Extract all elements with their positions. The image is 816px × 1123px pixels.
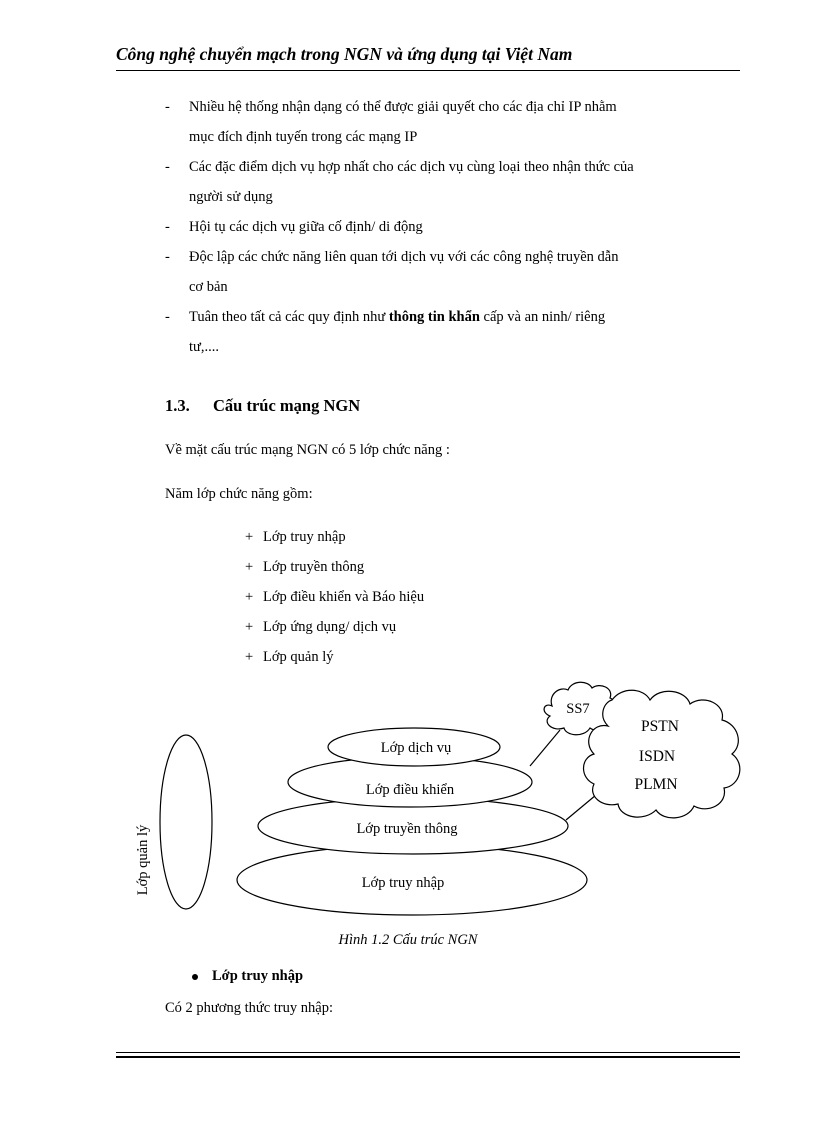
pstn-label: PSTN [641, 718, 679, 735]
plus-marker: + [245, 559, 254, 575]
dash-marker: - [165, 99, 170, 115]
layer-label: Lớp truy nhập [263, 529, 346, 545]
plus-marker: + [245, 619, 254, 635]
access-heading [192, 968, 303, 985]
dash-marker: - [165, 249, 170, 265]
plmn-label: PLMN [634, 776, 678, 793]
layer-label: Lớp ứng dụng/ dịch vụ [263, 619, 397, 635]
ss7-connector-line [530, 730, 560, 766]
dash-marker: - [165, 309, 170, 325]
bullet-text: Hội tụ các dịch vụ giữa cố định/ di động [189, 219, 423, 235]
bullet-bold-text: thông tin khẩn [388, 309, 480, 325]
figure-caption: Hình 1.2 Cấu trúc NGN [338, 932, 478, 948]
bullet-text: Tuân theo tất cả các quy định như [189, 309, 389, 325]
layer-label: Lớp điều khiển và Báo hiệu [263, 589, 425, 605]
dash-marker: - [165, 159, 170, 175]
dash-marker: - [165, 219, 170, 235]
bullet-text: Các đặc điểm dịch vụ hợp nhất cho các dịch vụ cùng loại theo nhận thức của [189, 159, 634, 175]
footer-rule-bottom [116, 1056, 740, 1058]
transport-layer-label: Lớp truyền thông [356, 821, 458, 837]
access-layer-label: Lớp truy nhập [361, 875, 445, 891]
management-layer-ellipse [160, 735, 212, 909]
intro-paragraph: Về mặt cấu trúc mạng NGN có 5 lớp chức năng : [165, 442, 450, 458]
service-layer-label: Lớp dịch vụ [380, 740, 452, 756]
bullet-text: Nhiều hệ thống nhận dạng có thể được giải quyết cho các địa chỉ IP nhằm [189, 99, 617, 115]
plus-marker: + [245, 649, 254, 665]
isdn-label: ISDN [638, 748, 676, 765]
access-paragraph: Có 2 phương thức truy nhập: [165, 1000, 333, 1016]
bullet-text: cấp và an ninh/ riêng [479, 309, 606, 325]
page-header: Công nghệ chuyển mạch trong NGN và ứng dụng tại Việt Nam [116, 44, 573, 64]
section-number: 1.3. [165, 396, 190, 415]
bullet-text: tư,.... [189, 339, 220, 355]
section-title: Cấu trúc mạng NGN [213, 396, 361, 415]
bullet-text: người sử dụng [189, 189, 273, 205]
control-layer-label: Lớp điều khiển [365, 782, 455, 798]
layer-label: Lớp truyền thông [263, 559, 365, 575]
bullet-text: cơ bản [189, 279, 228, 295]
ss7-label: SS7 [566, 701, 590, 717]
access-heading-text: Lớp truy nhập [212, 968, 304, 984]
bullet-dot-icon [192, 974, 198, 980]
bullet-text: Độc lập các chức năng liên quan tới dịch vụ với các công nghệ truyền dẫn [189, 249, 619, 265]
bullet-text: mục đích định tuyến trong các mạng IP [189, 129, 418, 145]
footer-rule-top [116, 1052, 740, 1053]
management-layer-label: Lớp quản lý [135, 824, 151, 896]
list-intro-paragraph: Năm lớp chức năng gồm: [165, 486, 313, 502]
plus-marker: + [245, 529, 254, 545]
plus-marker: + [245, 589, 254, 605]
layer-label: Lớp quản lý [263, 649, 334, 665]
